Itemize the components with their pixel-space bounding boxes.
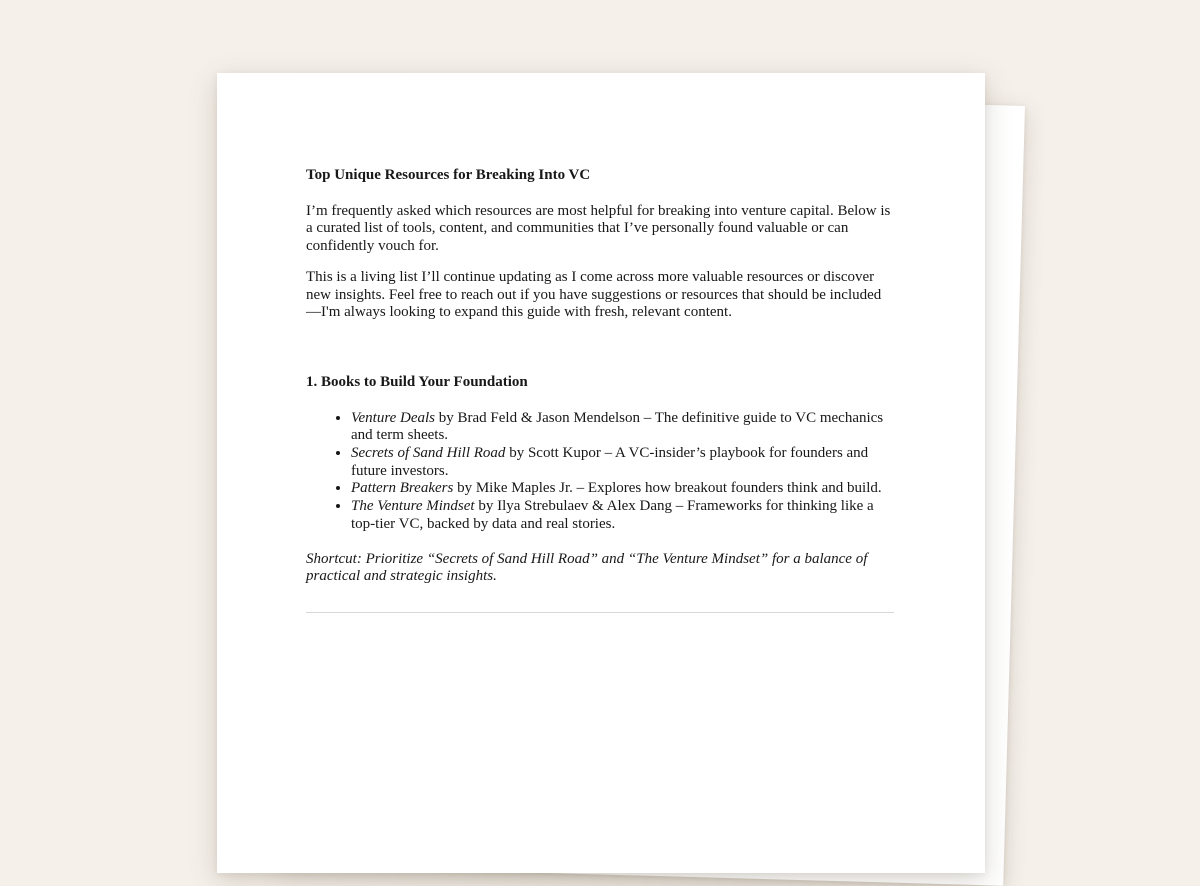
page-title: Top Unique Resources for Breaking Into VC (306, 167, 591, 183)
book-list (306, 410, 894, 534)
book-description: by Brad Feld & Jason Mendelson – The definitive guide to VC mechanics and term sheets. (351, 409, 884, 444)
list-item (351, 480, 894, 498)
book-title: Venture Deals (351, 409, 436, 426)
book-description: by Ilya Strebulaev & Alex Dang – Frameworks for thinking like a top-tier VC, backed by data and real stories. (351, 498, 874, 532)
section-divider (306, 612, 894, 613)
book-title: Pattern Breakers (351, 480, 454, 497)
shortcut-note: Shortcut: Prioritize “Secrets of Sand Hill Road” and “The Venture Mindset” for a balance of practical and strategic insights. (306, 550, 868, 585)
book-title: The Venture Mindset (351, 498, 475, 515)
list-item (351, 445, 894, 480)
intro-paragraph: I’m frequently asked which resources are most helpful for breaking into venture capital. Below is a curated list of tools, content, and communities that I’ve personally found valuable or can confidently vouch for. (306, 202, 891, 255)
intro-paragraph: This is a living list I’ll continue updating as I come across more valuable resources or discover new insights. Feel free to reach out if you have suggestions or resources that should be included—I'm always looking to expand this guide with fresh, relevant content. (306, 268, 882, 321)
list-item (351, 498, 894, 533)
book-description: by Scott Kupor – A VC-insider’s playbook for founders and future investors. (351, 445, 869, 479)
page-content (217, 73, 985, 613)
book-title: Secrets of Sand Hill Road (351, 445, 506, 462)
book-description: by Mike Maples Jr. – Explores how breakout founders think and build. (453, 480, 882, 497)
section-heading: 1. Books to Build Your Foundation (306, 373, 528, 390)
list-item (351, 410, 894, 445)
document-page (217, 73, 985, 873)
